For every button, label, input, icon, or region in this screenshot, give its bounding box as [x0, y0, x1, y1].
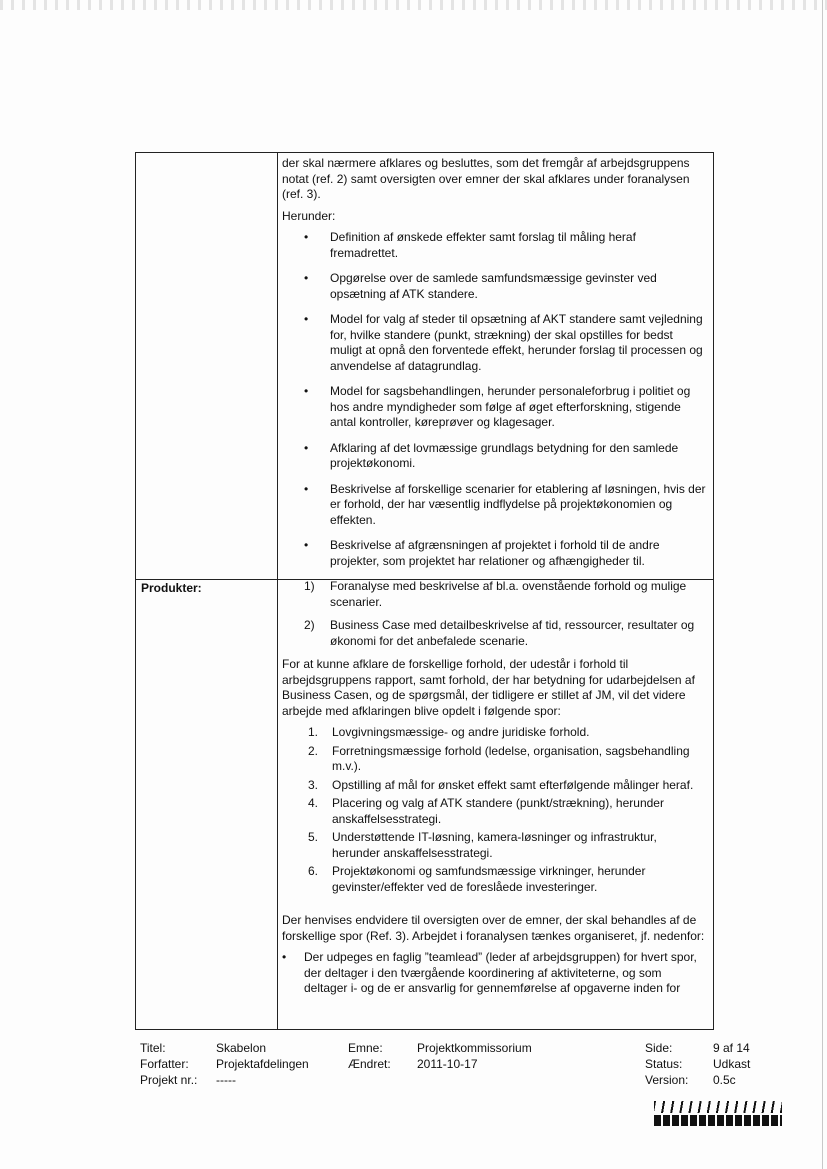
- footer-aendret-value: 2011-10-17: [417, 1057, 478, 1071]
- product-item: 1) Foranalyse med beskrivelse af bl.a. ovenstående forhold og mulige scenarier.: [304, 579, 687, 609]
- bullet-dot-icon: •: [304, 440, 309, 455]
- footer-projektnr-label: Projekt nr.:: [140, 1073, 198, 1087]
- content-table: [135, 152, 714, 1030]
- herunder-heading: Herunder:: [282, 208, 336, 223]
- reference-paragraph: Der henvises endvidere til oversigten over de emner, der skal behandles af de forskellige spor (Ref. 3). Arbejdet i foranalysen tænkes organiseret, jf. nedenfor:: [282, 913, 705, 943]
- produkter-label: Produkter:: [141, 581, 202, 595]
- footer-emne-value: Projektkommissorium: [417, 1041, 532, 1055]
- list-item: • Afklaring af det lovmæssige grundlags betydning for den samlede projektøkonomi.: [304, 440, 679, 470]
- scan-artifact-top: [0, 0, 827, 10]
- effects-bullet-list: [282, 230, 706, 569]
- footer-emne-label: Emne:: [348, 1041, 383, 1055]
- footer-divider: [135, 1029, 714, 1030]
- spor-item: 6. Projektøkonomi og samfundsmæssige virkninger, herunder gevinster/effekter ved de foreslåede investeringer.: [308, 864, 646, 894]
- footer-labels-col3: [645, 1040, 688, 1088]
- bullet-dot-icon: •: [304, 384, 309, 398]
- footer-side-label: Side:: [645, 1041, 673, 1055]
- footer-status-label: Status:: [645, 1057, 683, 1071]
- spor-list: [282, 725, 706, 895]
- products-list: [282, 579, 706, 649]
- footer-version-value: 0.5c: [713, 1073, 736, 1087]
- footer-labels-col1: [140, 1040, 197, 1088]
- bullet-dot-icon: •: [282, 950, 287, 964]
- spor-item: 4. Placering og valg af ATK standere (punkt/strækning), herunder anskaffelsesstrategi.: [308, 796, 664, 826]
- list-item: • Beskrivelse af forskellige scenarier for etablering af løsningen, hvis der er forhold, der har væsentlig indflydelse på projektøkonomien og effekten.: [304, 481, 706, 527]
- bullet-dot-icon: •: [304, 538, 309, 552]
- list-item: • Model for sagsbehandlingen, herunder personaleforbrug i politiet og hos andre myndigheder som følge af øget efterforskning, stigende antal kontroller, køreprøver og klagesager.: [304, 384, 691, 429]
- barcode-icon: [654, 1101, 782, 1127]
- footer-aendret-label: Ændret:: [348, 1057, 391, 1071]
- footer-status-value: Udkast: [713, 1057, 751, 1071]
- footer-version-label: Version:: [645, 1073, 689, 1087]
- barcode-bottom-row: [654, 1115, 782, 1126]
- footer-labels-col2: [348, 1040, 391, 1072]
- bullet-dot-icon: •: [304, 312, 309, 326]
- bullet-dot-icon: •: [304, 271, 309, 285]
- intro-paragraph: der skal nærmere afklares og besluttes, som det fremgår af arbejdsgruppens notat (ref. 2) samt oversigten over emner der skal afklares under foranalysen (ref. 3).: [282, 156, 690, 201]
- footer-forfatter-value: Projektafdelingen: [216, 1057, 309, 1071]
- scan-artifact-right-edge: [822, 0, 823, 1169]
- footer-forfatter-label: Forfatter:: [140, 1057, 189, 1071]
- barcode-top-row: [654, 1101, 782, 1113]
- list-item: • Opgørelse over de samlede samfundsmæssige gevinster ved opsætning af ATK standere.: [304, 271, 657, 301]
- bullet-dot-icon: •: [304, 230, 309, 244]
- organisation-bullet-list: [282, 950, 706, 997]
- footer-values-col1: [216, 1040, 309, 1088]
- footer-side-value: 9 af 14: [713, 1041, 750, 1055]
- footer-values-col2: [417, 1040, 532, 1072]
- footer-titel-label: Titel:: [140, 1041, 166, 1055]
- bullet-dot-icon: •: [304, 481, 309, 496]
- spor-item: 3. Opstilling af mål for ønsket effekt samt efterfølgende målinger heraf.: [308, 777, 694, 792]
- spor-item: 2. Forretningsmæssige forhold (ledelse, organisation, sagsbehandling m.v.).: [308, 743, 690, 773]
- footer-values-col3: [713, 1040, 750, 1088]
- table-column-divider: [277, 153, 278, 1029]
- list-item: • Der udpeges en faglig ”teamlead” (leder af arbejdsgruppen) for hvert spor, der deltager i den tværgående koordinering af aktiviteterne, og som deltager i- og de er ansvarlig for gennemførelse af opgaverne inden for: [282, 950, 697, 995]
- footer-projektnr-value: -----: [216, 1073, 236, 1087]
- spor-item: 1. Lovgivningsmæssige- og andre juridiske forhold.: [308, 725, 590, 739]
- spor-paragraph: For at kunne afklare de forskellige forhold, der udestår i forhold til arbejdsgruppens rapport, samt forhold, der har betydning for udarbejdelsen af Business Casen, og de spørgsmål, der tidligere er stillet af JM, vil det videre arbejde med afklaringen blive opdelt i følgende spor:: [282, 657, 695, 718]
- list-item: • Definition af ønskede effekter samt forslag til måling heraf fremadrettet.: [304, 230, 636, 260]
- spor-item: 5. Understøttende IT-løsning, kamera-løsninger og infrastruktur, herunder anskaffelsesstrategi.: [308, 830, 657, 860]
- list-item: • Beskrivelse af afgrænsningen af projektet i forhold til de andre projekter, som projektet har relationer og afhængigheder til.: [304, 538, 660, 568]
- list-item: • Model for valg af steder til opsætning af AKT standere samt vejledning for, hvilke standere (punkt, strækning) der skal opstilles for bedst muligt at opnå den forventede effekt, herunder forslag til processen og anvendelse af datagrundlag.: [304, 312, 703, 373]
- table-content-cell: [282, 156, 706, 1003]
- footer-titel-value: Skabelon: [216, 1041, 267, 1055]
- product-item: 2) Business Case med detailbeskrivelse af tid, ressourcer, resultater og økonomi for det anbefalede scenarie.: [304, 618, 695, 648]
